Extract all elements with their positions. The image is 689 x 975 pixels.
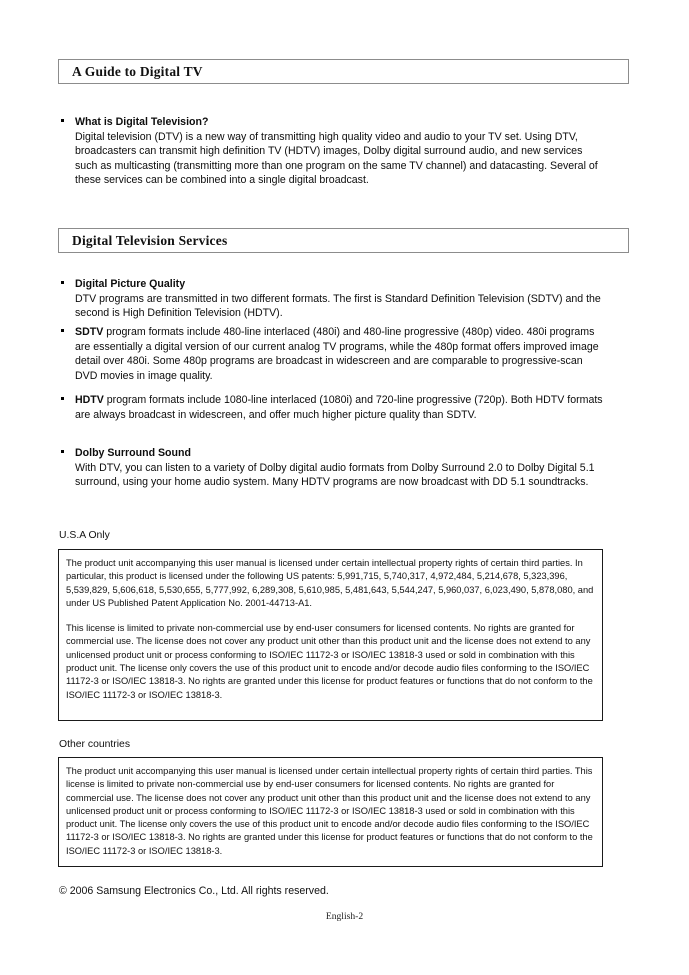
bullet-lead-in: SDTV xyxy=(75,326,104,338)
bullet-text: program formats include 1080-line interlaced (1080i) and 720-line progressive (720p). Both HDTV formats are always broadcast in widescreen, and offer much higher picture quality than SDTV. xyxy=(75,394,603,421)
bullet-text: program formats include 480-line interlaced (480i) and 480-line progressive (480p) video. 480i programs are essentially a digital version of our current analog TV programs, while the 480p format offers improved image detail over 480i. Some 480p programs are broadcast in widescreen and are comparable to progressive-scan DVD movies in image quality. xyxy=(75,326,599,382)
license-box-other-countries xyxy=(58,757,603,867)
license-box-usa xyxy=(58,549,603,721)
section-header-guide xyxy=(58,59,629,84)
bullet-dolby-surround-sound xyxy=(61,446,606,490)
bullet-content xyxy=(75,277,606,321)
bullet-marker-icon xyxy=(61,281,64,284)
bullet-content xyxy=(75,446,606,490)
bullet-marker-icon xyxy=(61,119,64,122)
footer-copyright: © 2006 Samsung Electronics Co., Ltd. All rights reserved. xyxy=(59,885,329,897)
bullet-marker-icon xyxy=(61,329,64,332)
bullet-digital-picture-quality xyxy=(61,277,606,321)
bullet-content xyxy=(75,115,606,188)
bullet-marker-icon xyxy=(61,450,64,453)
bullet-content xyxy=(75,393,606,422)
bullet-text: Digital television (DTV) is a new way of transmitting high quality video and audio to your TV set. Using DTV, broadcasters can transmit high definition TV (HDTV) images, Dolby digital surround audio, and new services such as multicasting (transmitting more than one program on the same TV channel) and datacasting. Several of these services can be combined into a single digital broadcast. xyxy=(75,130,598,187)
bullet-heading: What is Digital Television? xyxy=(75,116,209,128)
bullet-text: DTV programs are transmitted in two different formats. The first is Standard Definition Television (SDTV) and the second is High Definition Television (HDTV). xyxy=(75,292,601,320)
section-title-guide: A Guide to Digital TV xyxy=(72,64,203,79)
bullet-sdtv xyxy=(61,325,606,383)
license-label-usa: U.S.A Only xyxy=(59,530,110,541)
license-label-other-countries: Other countries xyxy=(59,739,131,750)
license-paragraph: The product unit accompanying this user manual is licensed under certain intellectual property rights of certain third parties. In particular, this product is licensed under the following US patents: 5,991,715, 5,740,317, 4,972,484, 5,214,678, 5,323,396, 5,539,829, 5,606,618, 5,530,655, 5,777,992, 6,289,308, 5,610,985, 5,481,643, 5,544,247, 5,960,037, 6,023,490, 5,878,080, and under US Published Patent Application No. 2001-44713-A1. xyxy=(66,558,594,608)
section-title-services: Digital Television Services xyxy=(72,233,228,248)
bullet-text: With DTV, you can listen to a variety of Dolby digital audio formats from Dolby Surround 2.0 to Dolby Digital 5.1 surround, using your home audio system. Many HDTV programs are now broadcast with DD 5.1 soundtracks. xyxy=(75,461,595,489)
bullet-what-is-digital-television xyxy=(61,115,606,188)
license-paragraph: The product unit accompanying this user manual is licensed under certain intellectual property rights of certain third parties. This license is limited to private non-commercial use by end-user consumers for licensed contents. No rights are granted for commercial use. The license does not cover any product unit other than this product unit and the license does not extend to any unlicensed product unit or process conforming to ISO/IEC 11172-3 or ISO/IEC 13818-3 used or sold in combination with this product unit. The license only covers the use of this product unit to encode and/or decode audio files conforming to the ISO/IEC 11172-3 or ISO/IEC 13818-3. No rights are granted under this license for product features or functions that do not conform to the ISO/IEC 11172-3 or ISO/IEC 13818-3. xyxy=(66,766,593,856)
license-paragraph: This license is limited to private non-commercial use by end-user consumers for licensed contents. No rights are granted for commercial use. The license does not cover any product unit other than this product unit and the license does not extend to any unlicensed product unit or process conforming to ISO/IEC 11172-3 or ISO/IEC 13818-3 used or sold in combination with this product unit. The license only covers the use of this product unit to encode and/or decode audio files conforming to the ISO/IEC 11172-3 or ISO/IEC 13818-3. No rights are granted under this license for product features or functions that do not conform to the ISO/IEC 11172-3 or ISO/IEC 13818-3. xyxy=(66,623,593,700)
bullet-hdtv xyxy=(61,393,606,422)
bullet-lead-in: HDTV xyxy=(75,394,104,406)
footer-page-number: English-2 xyxy=(325,911,364,922)
section-header-services xyxy=(58,228,629,253)
bullet-content xyxy=(75,325,606,383)
bullet-heading: Dolby Surround Sound xyxy=(75,447,191,459)
bullet-heading: Digital Picture Quality xyxy=(75,278,186,290)
bullet-marker-icon xyxy=(61,397,64,400)
